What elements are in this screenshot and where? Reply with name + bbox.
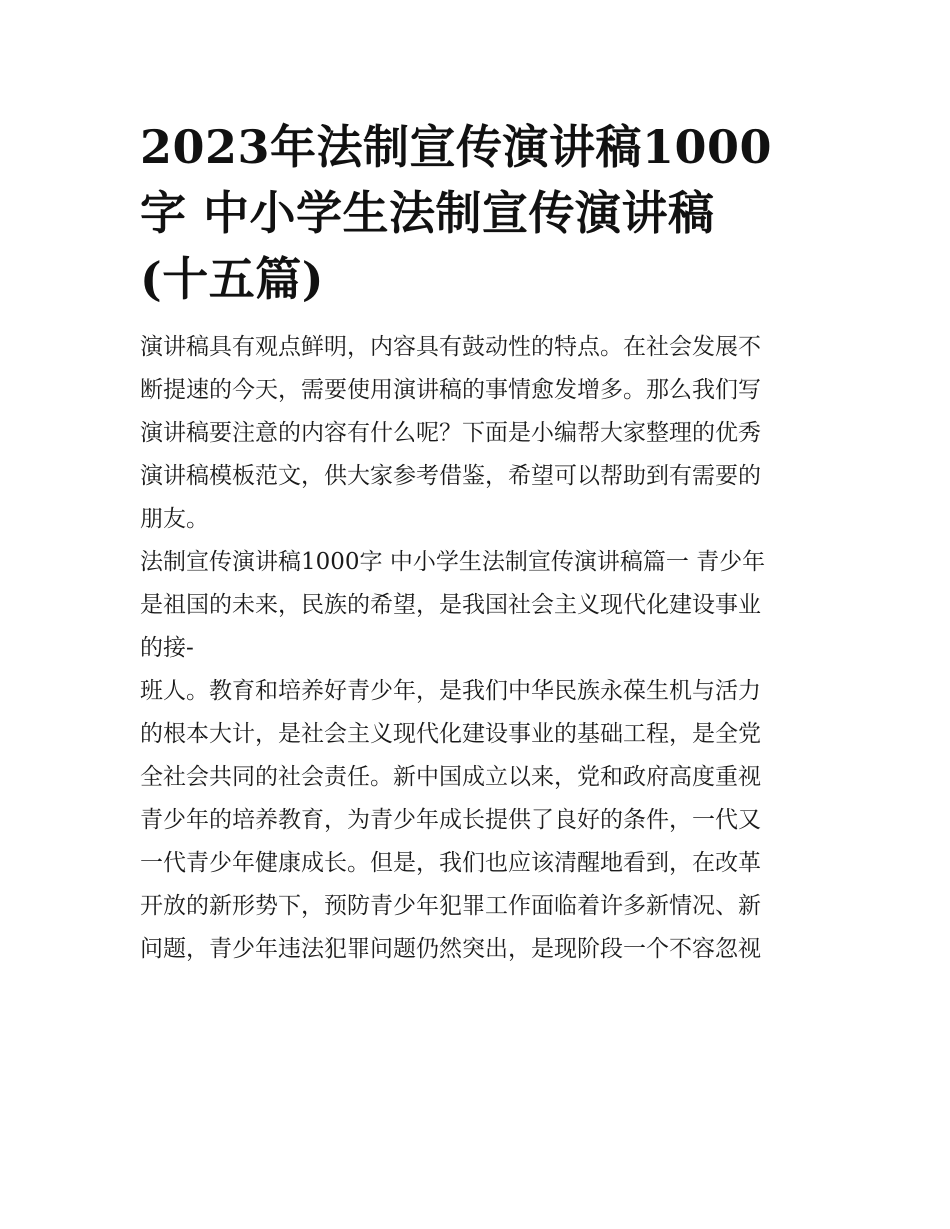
text-line: 演讲稿具有观点鲜明，内容具有鼓动性的特点。在社会发展不 [140, 334, 761, 360]
text-line: 青少年的培养教育，为青少年成长提供了良好的条件，一代又 [140, 807, 761, 833]
section-one-paragraph [140, 541, 812, 670]
text-line: 的根本大计，是社会主义现代化建设事业的基础工程，是全党 [140, 721, 761, 747]
text-line: 朋友。 [140, 506, 209, 532]
text-line: 一代青少年健康成长。但是，我们也应该清醒地看到，在改革 [140, 850, 761, 876]
text-line: 演讲稿模板范文，供大家参考借鉴，希望可以帮助到有需要的 [140, 463, 761, 489]
text-line: 是祖国的未来，民族的希望，是我国社会主义现代化建设事业 [140, 592, 761, 618]
intro-paragraph [140, 326, 812, 541]
text-line: 问题，青少年违法犯罪问题仍然突出，是现阶段一个不容忽视 [140, 936, 761, 962]
document-content [140, 114, 812, 971]
text-line: 全社会共同的社会责任。新中国成立以来，党和政府高度重视 [140, 764, 761, 790]
text-line: 断提速的今天，需要使用演讲稿的事情愈发增多。那么我们写 [140, 377, 761, 403]
title-line: 字 中小学生法制宣传演讲稿 [140, 186, 715, 240]
title-line: (十五篇) [140, 252, 325, 306]
text-line: 开放的新形势下，预防青少年犯罪工作面临着许多新情况、新 [140, 893, 761, 919]
text-line: 法制宣传演讲稿1000字 中小学生法制宣传演讲稿篇一 青少年 [140, 549, 766, 575]
body-paragraph [140, 670, 812, 971]
document-body [140, 326, 812, 971]
document-title [140, 114, 812, 312]
text-line: 的接- [140, 635, 194, 661]
text-line: 演讲稿要注意的内容有什么呢？下面是小编帮大家整理的优秀 [140, 420, 761, 446]
title-line: 2023年法制宣传演讲稿1000 [140, 120, 773, 174]
text-line: 班人。教育和培养好青少年，是我们中华民族永葆生机与活力 [140, 678, 761, 704]
